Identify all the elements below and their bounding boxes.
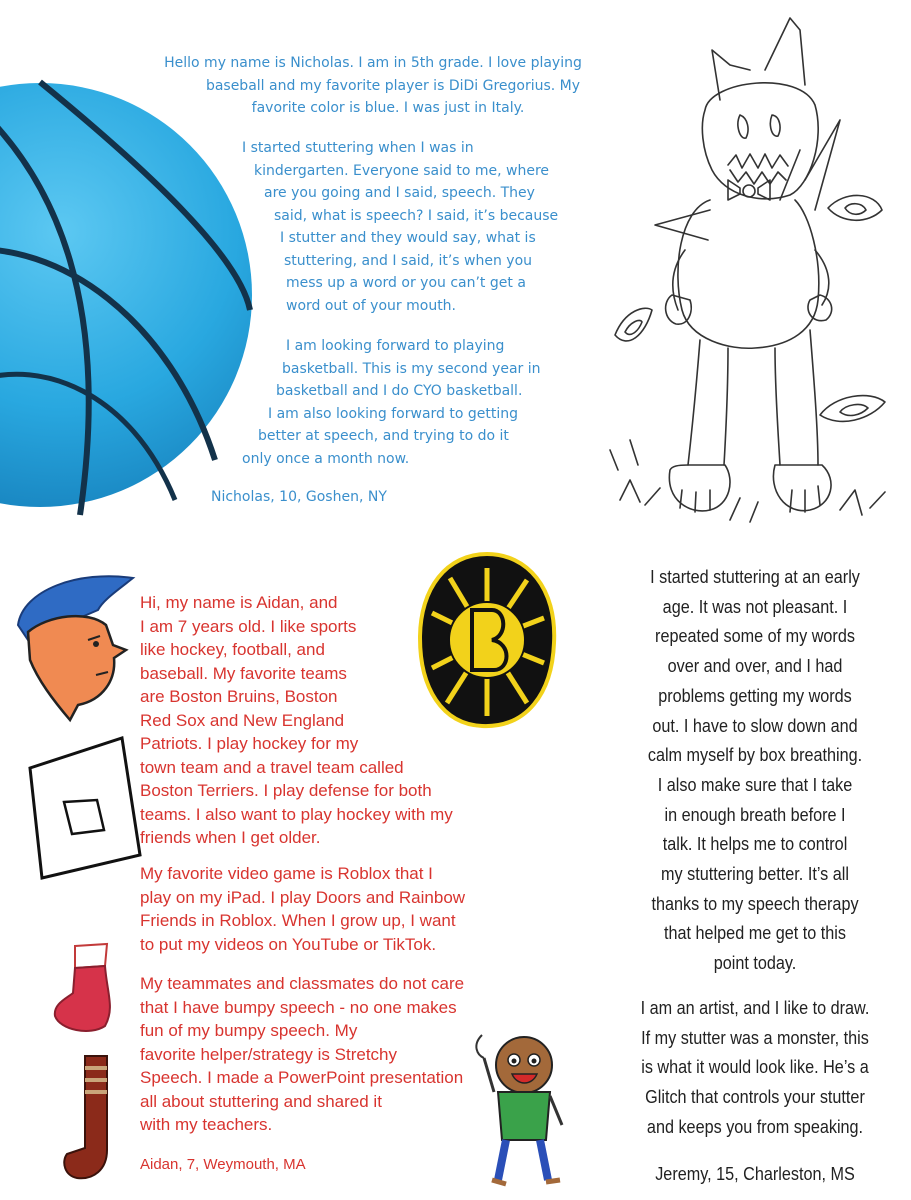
text-line: better at speech, and trying to do it [258,428,509,444]
nicholas-paragraph-1 [128,52,618,120]
signature-text: Jeremy, 15, Charleston, MS [655,1164,855,1184]
text-line: basketball. This is my second year in [282,360,541,377]
text-line: my stuttering better. It’s all [661,864,849,885]
text-line: I also make sure that I take [657,774,853,795]
jeremy-paragraph-1 [616,563,895,979]
text-line: I am looking forward to playing [286,338,505,354]
aidan-paragraph-1 [140,591,453,850]
text-line: only once a month now. [242,450,410,467]
nicholas-paragraph-3 [240,335,600,470]
text-line: out. I have to slow down and [652,715,858,736]
text-line: play on my iPad. I play Doors and Rainbow [140,887,466,907]
text-line: repeated some of my words [655,626,855,647]
monster-drawing [600,10,900,530]
aidan-paragraph-2 [140,862,465,956]
text-line: Speech. I made a PowerPoint presentation [140,1068,464,1087]
text-line: said, what is speech? I said, it’s because [274,207,559,224]
text-line: in enough breath before I [664,804,846,825]
child-figure-drawing [462,1030,567,1190]
text-line: kindergarten. Everyone said to me, where [254,162,550,179]
text-line: that I have bumpy speech - no one makes [140,997,457,1017]
text-line: over and over, and I had [667,656,843,677]
text-line: If my stutter was a monster, this [641,1027,869,1048]
text-line: favorite helper/strategy is Stretchy [140,1044,398,1064]
jeremy-signature [616,1160,895,1190]
text-line: like hockey, football, and [140,640,325,659]
text-line: Patriots. I play hockey for my [140,734,359,753]
nicholas-signature [211,486,387,509]
text-line: word out of your mouth. [286,297,457,314]
text-line: calm myself by box breathing. [647,745,863,766]
text-line: I am an artist, and I like to draw. [640,998,870,1018]
text-line: are you going and I said, speech. They [264,185,535,201]
text-line: baseball. My favorite teams [140,663,347,683]
aidan-signature [140,1153,306,1177]
text-line: I am also looking forward to getting [268,405,519,422]
signature-text: Nicholas, 10, Goshen, NY [211,489,387,505]
text-line: that helped me get to this [664,923,846,944]
text-line: Red Sox and New England [140,710,345,730]
baseball-player-head-drawing [8,570,138,725]
text-line: I am 7 years old. I like sports [140,616,357,636]
text-line: I started stuttering when I was in [242,140,474,156]
text-line: is what it would look like. He’s a [641,1057,869,1078]
red-sock-drawing [45,938,125,1038]
text-line: and keeps you from speaking. [646,1116,864,1137]
text-line: mess up a word or you can’t get a [286,275,526,291]
text-line: thanks to my speech therapy [651,893,859,914]
text-line: Hi, my name is Aidan, and [140,593,338,612]
text-line: town team and a travel team called [140,757,404,777]
basketball-photo [0,60,260,530]
text-line: fun of my bumpy speech. My [140,1021,358,1040]
text-line: point today. [713,953,797,974]
text-line: teams. I also want to play hockey with my [140,804,453,824]
text-line: baseball and my favorite player is DiDi Gregorius. My [205,77,581,94]
text-line: with my teachers. [140,1115,273,1134]
jeremy-paragraph-2 [616,994,895,1143]
text-line: I started stuttering at an early [650,567,860,587]
text-line: Glitch that controls your stutter [645,1087,865,1108]
signature-text: Aidan, 7, Weymouth, MA [140,1156,306,1173]
text-line: problems getting my words [658,685,852,706]
text-line: My teammates and classmates do not care [140,974,465,993]
text-line: Friends in Roblox. When I grow up, I want [140,911,456,930]
text-line: friends when I get older. [140,828,321,847]
baseball-base-drawing [22,730,147,885]
text-line: Boston Terriers. I play defense for both [140,781,432,800]
text-line: all about stuttering and shared it [140,1091,382,1111]
text-line: are Boston Bruins, Boston [140,687,338,706]
text-line: basketball and I do CYO basketball. [276,383,523,399]
text-line: favorite color is blue. I was just in Italy. [251,100,525,116]
text-line: Hello my name is Nicholas. I am in 5th grade. I love playing [164,55,582,71]
text-line: to put my videos on YouTube or TikTok. [140,934,437,954]
nicholas-paragraph-2 [238,137,618,317]
text-line: age. It was not pleasant. I [662,596,848,617]
text-line: My favorite video game is Roblox that I [140,864,433,883]
text-line: I stutter and they would say, what is [280,230,536,246]
text-line: talk. It helps me to control [662,834,848,855]
striped-sock-drawing [55,1050,125,1185]
text-line: stuttering, and I said, it’s when you [284,252,533,269]
aidan-paragraph-3 [140,972,464,1137]
